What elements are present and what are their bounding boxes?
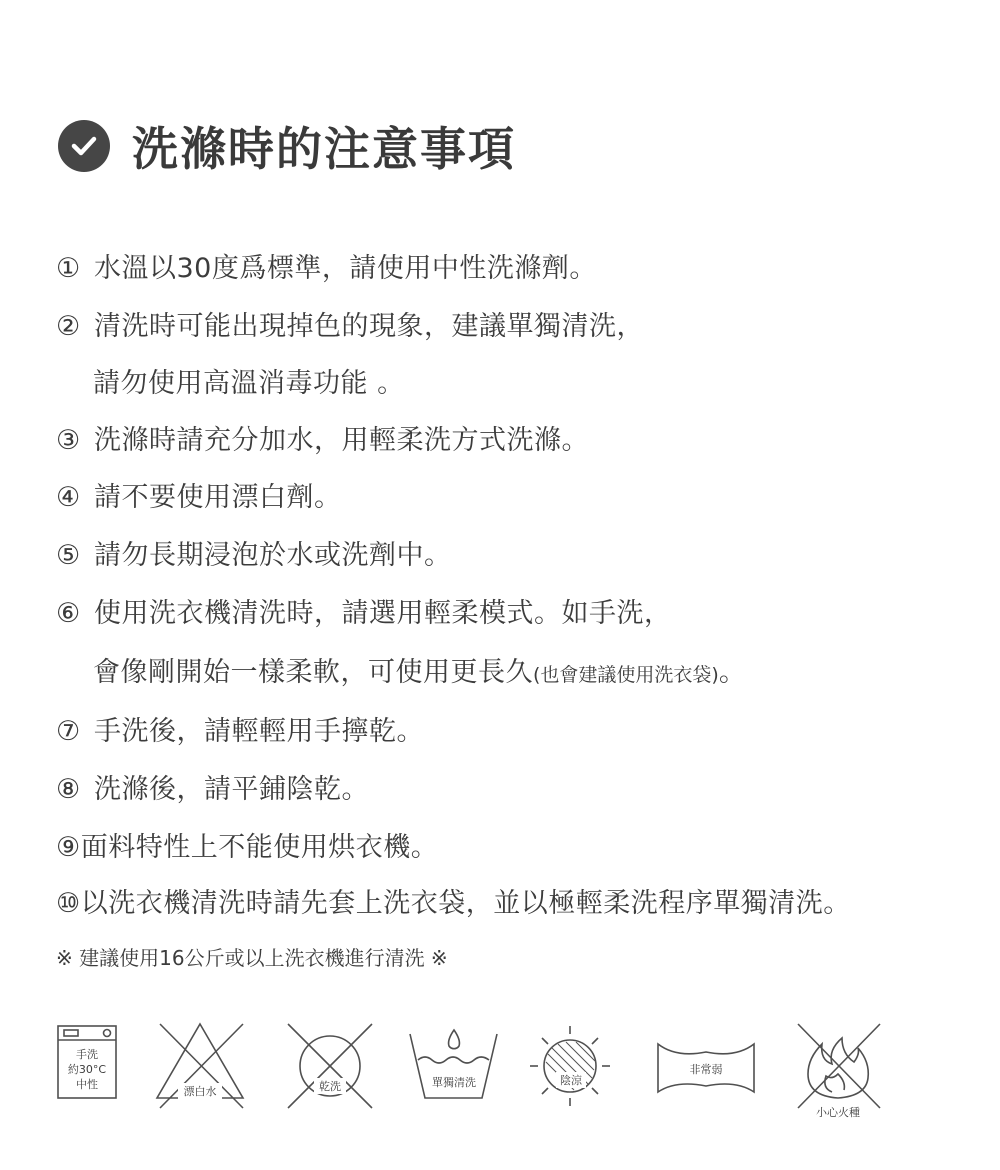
tub-label: 單獨清洗: [432, 1076, 476, 1089]
dry-clean-label: 乾洗: [319, 1080, 341, 1093]
wash-label-2: 約30°C: [67, 1063, 107, 1076]
instruction-10: ⑩以洗衣機清洗時請先套上洗衣袋，並以極輕柔洗程序單獨清洗。: [56, 888, 851, 919]
instruction-3: ③ 洗滌時請充分加水，用輕柔洗方式洗滌。: [56, 425, 589, 456]
instruction-2-cont: 請勿使用高溫消毒功能 。: [93, 368, 405, 399]
page-title: 洗滌時的注意事項: [132, 122, 516, 176]
instruction-9: ⑨面料特性上不能使用烘衣機。: [56, 832, 439, 863]
fire-label: 小心火種: [816, 1106, 860, 1119]
instruction-4: ④ 請不要使用漂白劑。: [56, 482, 342, 513]
section-header: [58, 118, 516, 174]
instruction-8: ⑧ 洗滌後，請平鋪陰乾。: [56, 774, 369, 805]
instruction-1: ① 水溫以30度爲標準，請使用中性洗滌劑。: [56, 253, 597, 284]
instruction-6-cont: 會像剛開始一樣柔軟，可使用更長久(也會建議使用洗衣袋)。: [93, 657, 747, 688]
bleach-label: 漂白水: [183, 1085, 217, 1098]
no-dry-clean-icon: [288, 1024, 372, 1108]
instruction-5: ⑤ 請勿長期浸泡於水或洗劑中。: [56, 540, 452, 571]
wash-label-1: 手洗: [76, 1048, 98, 1061]
gentle-label: 非常弱: [689, 1063, 723, 1076]
check-circle-icon: [58, 120, 110, 172]
instruction-7: ⑦ 手洗後，請輕輕用手擰乾。: [56, 716, 424, 747]
wash-label-3: 中性: [76, 1078, 98, 1091]
machine-note: ※ 建議使用16公斤或以上洗衣機進行清洗 ※: [56, 946, 448, 970]
shade-label: 陰涼: [560, 1074, 582, 1087]
instruction-6: ⑥ 使用洗衣機清洗時，請選用輕柔模式。如手洗，: [56, 598, 672, 629]
instruction-2: ② 清洗時可能出現掉色的現象，建議單獨清洗，: [56, 311, 644, 342]
no-fire-icon: [798, 1024, 880, 1108]
shade-dry-icon: [530, 1026, 610, 1106]
care-icons-row: [0, 1010, 1000, 1140]
